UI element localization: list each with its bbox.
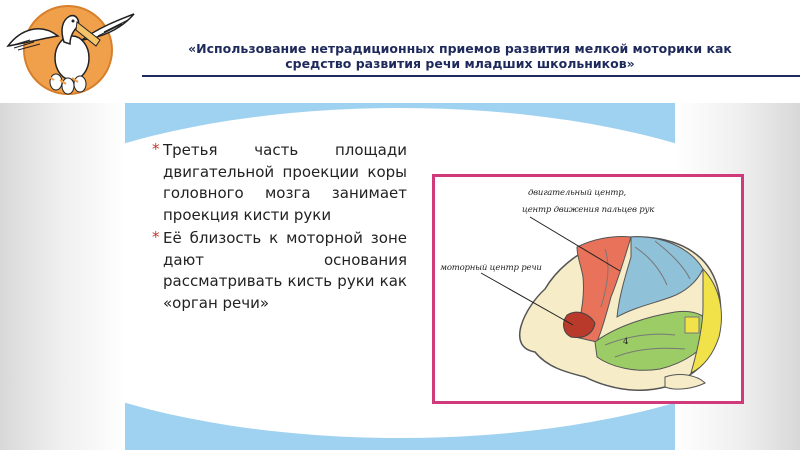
bullet-marker: * — [152, 228, 160, 246]
page-title: «Использование нетрадиционных приемов развития мелкой моторики как средство развития речи младших школьников» — [188, 41, 732, 71]
figure-label-speech-center: моторный центр речи — [440, 263, 542, 273]
bullet-text: Её близость к моторной зоне дают основания рассматривать кисть руки как «орган речи» — [163, 229, 407, 312]
bullet-item — [152, 140, 407, 226]
pelican-logo — [0, 0, 142, 103]
bullet-marker: * — [152, 140, 160, 158]
figure-label-motor-center: двигательный центр, — [528, 188, 626, 198]
bullet-item — [152, 228, 407, 314]
brain-figure — [432, 174, 744, 404]
figure-label-finger-center: центр движения пальцев рук — [522, 205, 655, 215]
header-divider — [142, 75, 800, 77]
bullet-list — [152, 140, 407, 316]
bullet-text: Третья часть площади двигательной проекции коры головного мозга занимает проекция кисти руки — [163, 141, 407, 224]
figure-region-number: 4 — [623, 337, 629, 347]
